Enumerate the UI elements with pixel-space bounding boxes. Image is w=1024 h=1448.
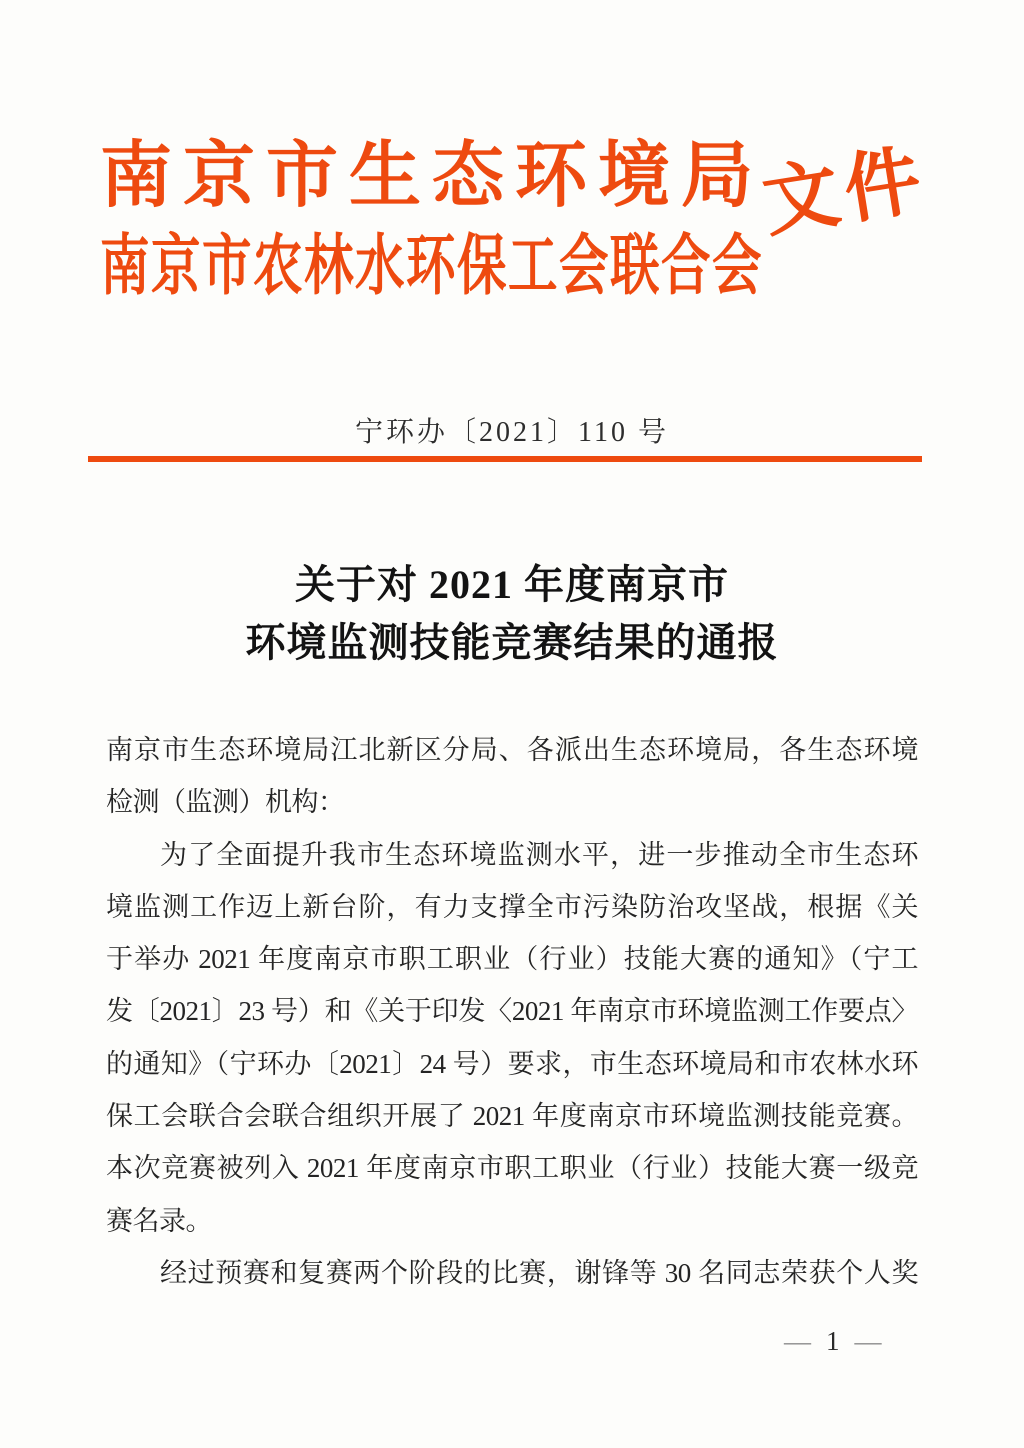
body-line: 的通知》（宁环办〔2021〕24 号）要求，市生态环境局和市农林水环 bbox=[106, 1048, 918, 1079]
body-line: 经过预赛和复赛两个阶段的比赛，谢锋等 30 名同志荣获个人奖 bbox=[160, 1257, 918, 1288]
body-line: 为了全面提升我市生态环境监测水平，进一步推动全市生态环 bbox=[160, 839, 918, 870]
page-number-dash-right: — bbox=[854, 1326, 882, 1356]
doc-number: 宁环办〔2021〕110 号 bbox=[355, 417, 669, 448]
org-name-primary: 南京市生态环境局 bbox=[100, 136, 765, 216]
body-line: 境监测工作迈上新台阶，有力支撑全市污染防治攻坚战，根据《关 bbox=[106, 891, 918, 922]
document-title-line-2: 环境监测技能竞赛结果的通报 bbox=[245, 620, 779, 665]
document-body bbox=[106, 724, 918, 1299]
body-line: 发〔2021〕23 号）和《关于印发〈2021 年南京市环境监测工作要点〉 bbox=[106, 996, 918, 1027]
document-title-line-1: 关于对 2021 年度南京市 bbox=[295, 562, 729, 607]
body-line: 于举办 2021 年度南京市职工职业（行业）技能大赛的通知》（宁工 bbox=[106, 944, 918, 975]
body-line: 保工会联合会联合组织开展了 2021 年度南京市环境监测技能竞赛。 bbox=[106, 1101, 918, 1132]
body-line: 本次竞赛被列入 2021 年度南京市职工职业（行业）技能大赛一级竞 bbox=[106, 1153, 918, 1184]
body-line: 检测（监测）机构： bbox=[106, 787, 345, 818]
body-line: 赛名录。 bbox=[106, 1205, 212, 1236]
page-number-value: 1 bbox=[826, 1326, 840, 1356]
document-title bbox=[0, 556, 1024, 672]
doc-type-label: 文件 bbox=[757, 137, 933, 247]
body-line: 南京市生态环境局江北新区分局、各派出生态环境局，各生态环境 bbox=[106, 735, 918, 765]
page-number-dash-left: — bbox=[784, 1326, 811, 1356]
org-name-secondary: 南京市农林水环保工会联合会 bbox=[100, 230, 763, 303]
red-separator-line bbox=[88, 456, 922, 462]
page-number bbox=[784, 1326, 882, 1357]
